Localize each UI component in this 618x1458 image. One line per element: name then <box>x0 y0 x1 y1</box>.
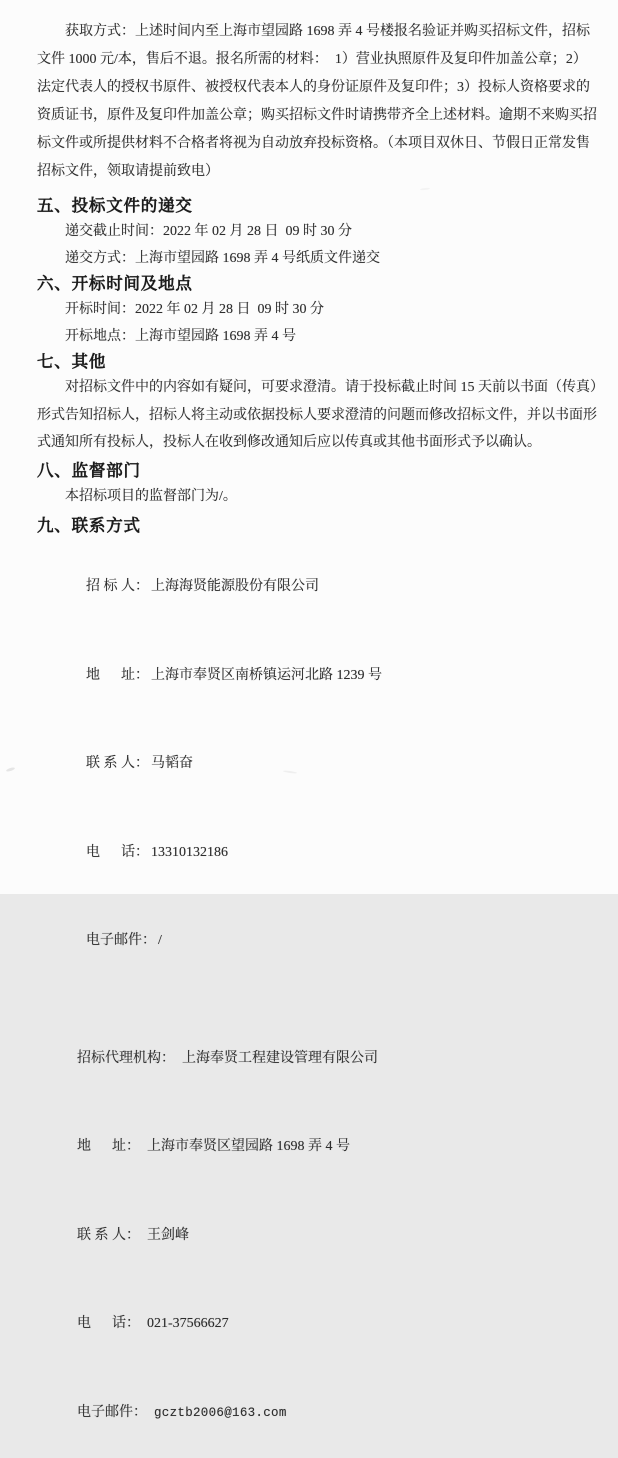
tenderer-address-row <box>65 631 581 720</box>
paragraph-line: 对招标文件中的内容如有疑问，可要求澄清。请于投标截止时间 15 天前以书面（传真） <box>65 380 604 395</box>
paragraph-line: 形式告知招标人，招标人将主动或依据投标人要求澄清的问题而修改招标文件，并以书面形 <box>37 407 597 423</box>
agency-email-row <box>56 1368 581 1458</box>
section-9-heading: 九、联系方式 <box>37 516 141 535</box>
paragraph-line: 招标文件，领取请提前致电） <box>37 164 219 179</box>
other-paragraph <box>37 374 604 457</box>
agency-phone: 021-37566627 <box>147 1316 229 1331</box>
tenderer-address: 上海市奉贤区南桥镇运河北路 1239 号 <box>151 667 382 683</box>
tenderer-phone: 13310132186 <box>151 844 228 860</box>
paragraph-line: 资质证书，原件及复印件加盖公章；购买招标文件时请携带齐全上述材料。逾期不来购买招 <box>37 108 597 123</box>
email-label: 电子邮件： <box>86 933 156 948</box>
contact-person-label: 联 系 人： <box>77 1227 140 1243</box>
paragraph-line: 式通知所有投标人，投标人在收到修改通知后应以传真或其他书面形式予以确认。 <box>37 435 541 450</box>
contact-person-label: 联 系 人： <box>86 756 149 771</box>
paragraph-line: 法定代表人的授权书原件、被授权代表本人的身份证原件及复印件；3）投标人资格要求的 <box>37 80 590 95</box>
tenderer-phone-row <box>65 808 581 897</box>
paragraph-line: 文件 1000 元/本，售后不退。报名所需的材料： 1）营业执照原件及复印件加盖公章；2） <box>37 52 587 67</box>
agency-phone-row <box>56 1280 581 1369</box>
email-label: 电子邮件： <box>77 1404 147 1420</box>
section-6-heading: 六、开标时间及地点 <box>37 275 193 293</box>
section-7-heading: 七、其他 <box>37 353 107 371</box>
agency-contact-person: 王剑峰 <box>147 1227 189 1243</box>
phone-label: 电 话： <box>77 1316 140 1331</box>
intro-paragraph <box>37 18 597 186</box>
submission-method-line: 递交方式：上海市望园路 1698 弄 4 号纸质文件递交 <box>65 251 380 266</box>
tenderer-label: 招 标 人： <box>86 579 149 594</box>
section-8-heading: 八、监督部门 <box>37 461 141 480</box>
tenderer-email: / <box>158 933 162 948</box>
bid-opening-time-line: 开标时间：2022 年 02 月 28 日 09 时 30 分 <box>65 302 324 317</box>
section-5-heading: 五、投标文件的递交 <box>37 197 193 215</box>
bid-opening-place-line: 开标地点：上海市望园路 1698 弄 4 号 <box>65 329 296 344</box>
agency-address: 上海市奉贤区望园路 1698 弄 4 号 <box>147 1139 350 1154</box>
submission-deadline-line: 递交截止时间：2022 年 02 月 28 日 09 时 30 分 <box>65 224 352 239</box>
agency-contact-block <box>37 1014 581 1458</box>
agency-email: gcztb2006@163.com <box>154 1405 287 1420</box>
phone-label: 电 话： <box>86 844 149 860</box>
scan-artifact <box>6 767 15 773</box>
paragraph-line: 标文件或所提供材料不合格者将视为自动放弃投标资格。（本项目双休日、节假日正常发售 <box>37 136 590 151</box>
supervision-line: 本招标项目的监督部门为/。 <box>65 488 237 504</box>
scan-artifact <box>420 187 430 190</box>
address-label: 地 址： <box>77 1139 140 1154</box>
tenderer-name-row <box>65 543 581 632</box>
paragraph-line: 获取方式：上述时间内至上海市望园路 1698 弄 4 号楼报名验证并购买招标文件，招标 <box>65 24 590 39</box>
tenderer-name: 上海海贤能源股份有限公司 <box>151 579 319 594</box>
address-label: 地 址： <box>86 667 149 683</box>
tenderer-contact-person-row <box>65 720 581 809</box>
tenderer-email-row <box>65 897 581 986</box>
agency-label: 招标代理机构： <box>77 1050 175 1066</box>
agency-name-row <box>56 1014 581 1103</box>
agency-name: 上海奉贤工程建设管理有限公司 <box>182 1050 378 1066</box>
tenderer-contact-person: 马韬奋 <box>151 756 193 771</box>
agency-address-row <box>56 1103 581 1192</box>
tenderer-contact-block <box>37 543 581 986</box>
agency-contact-person-row <box>56 1191 581 1280</box>
